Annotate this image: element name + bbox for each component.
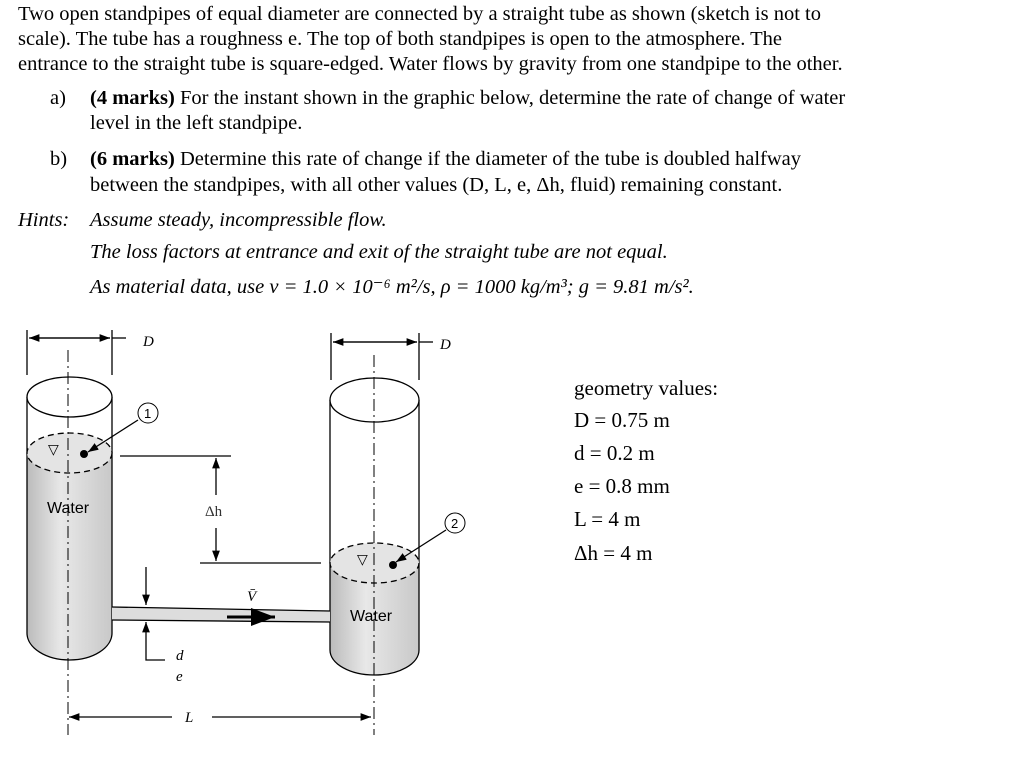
hints-label: Hints: xyxy=(18,209,70,231)
label-water-left: Water xyxy=(47,500,90,517)
geometry-value: e = 0.8 mm xyxy=(574,474,670,498)
label-water-right: Water xyxy=(350,608,393,625)
intro-line: entrance to the straight tube is square-edged. Water flows by gravity from one standpipe to the other. xyxy=(18,53,843,75)
geometry-value: d = 0.2 m xyxy=(574,441,655,465)
label-V: V̄ xyxy=(247,589,257,605)
part-a-text: For the instant shown in the graphic below, determine the rate of change of water xyxy=(179,87,846,109)
point-2: 2 xyxy=(451,516,459,531)
label-D-right: D xyxy=(440,337,451,353)
label-e: e xyxy=(176,669,183,685)
part-b-text: Determine this rate of change if the diameter of the tube is doubled halfway xyxy=(179,148,802,170)
geometry-value: D = 0.75 m xyxy=(574,408,670,432)
label-d: d xyxy=(176,648,184,664)
svg-text:▽: ▽ xyxy=(357,553,368,568)
svg-text:▽: ▽ xyxy=(48,443,59,458)
label-D-left: D xyxy=(143,334,154,350)
intro-line: Two open standpipes of equal diameter are connected by a straight tube as shown (sketch is not to xyxy=(18,3,821,25)
geometry-value: L = 4 m xyxy=(574,507,641,531)
part-a-text: level in the left standpipe. xyxy=(90,112,303,134)
intro-line: scale). The tube has a roughness e. The top of both standpipes is open to the atmosphere. The xyxy=(18,28,783,50)
part-b-text: between the standpipes, with all other values (D, L, e, Δh, fluid) remaining constant. xyxy=(90,174,783,196)
label-dh: Δh xyxy=(205,504,223,520)
hint-line: The loss factors at entrance and exit of the straight tube are not equal. xyxy=(90,241,668,263)
hint-line: Assume steady, incompressible flow. xyxy=(90,209,387,231)
part-a-label: a) xyxy=(50,87,66,109)
geometry-title: geometry values: xyxy=(574,376,719,400)
label-L: L xyxy=(185,710,194,726)
part-b-label: b) xyxy=(50,148,68,170)
part-b-marks: (6 marks) xyxy=(90,148,175,170)
part-a-marks: (4 marks) xyxy=(90,87,175,109)
geometry-value: Δh = 4 m xyxy=(574,541,653,565)
point-1: 1 xyxy=(144,406,152,421)
hint-line: As material data, use ν = 1.0 × 10⁻⁶ m²/s, ρ = 1000 kg/m³; g = 9.81 m/s². xyxy=(90,276,694,298)
